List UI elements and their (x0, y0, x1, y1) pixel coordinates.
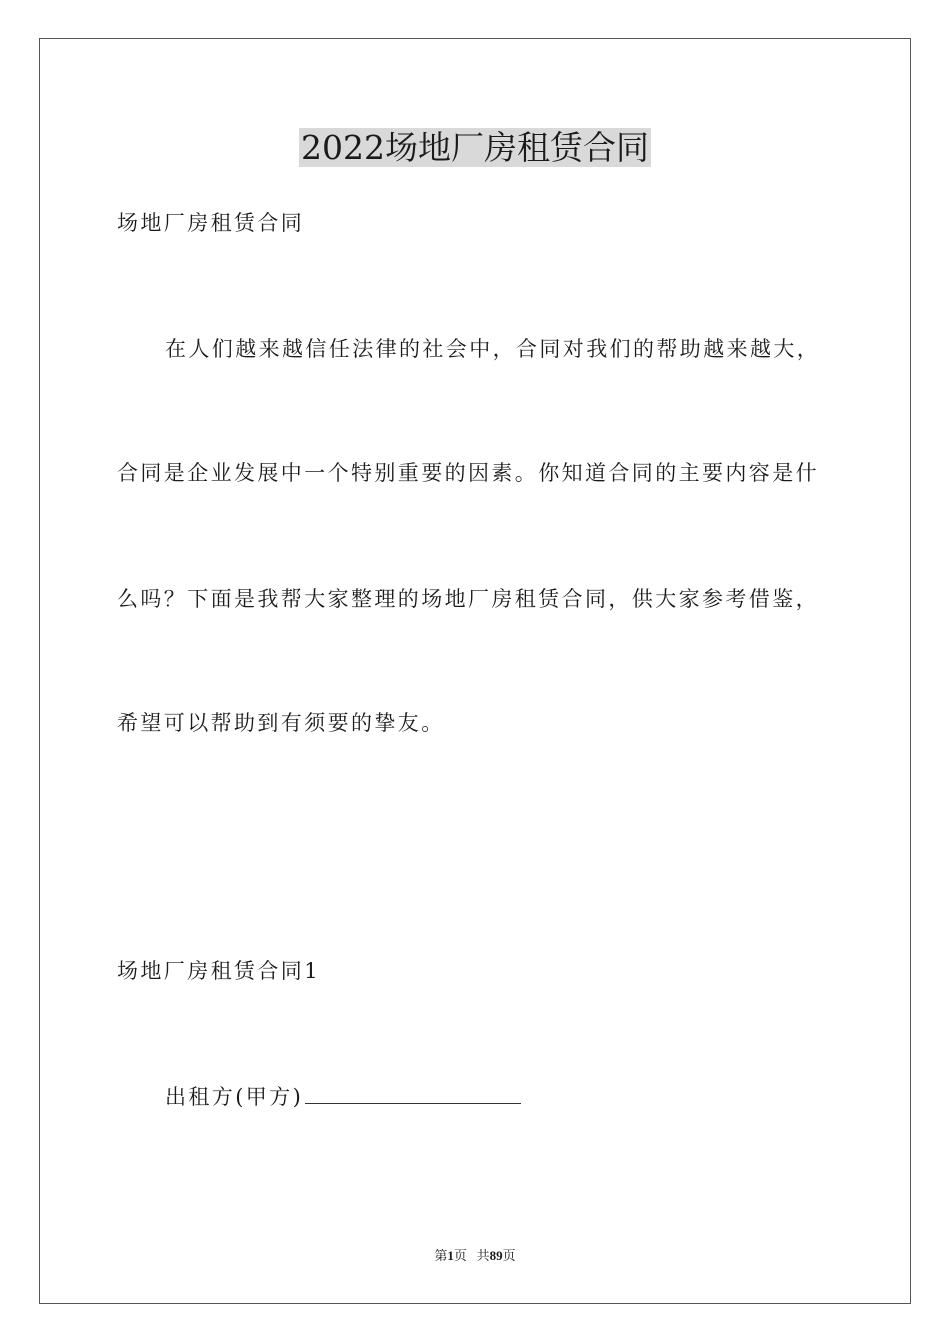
lessor-line (165, 1081, 521, 1112)
intro-line-3: 么吗？下面是我帮大家整理的场地厂房租赁合同，供大家参考借鉴， (117, 587, 819, 611)
section-heading: 场地厂房租赁合同1 (117, 959, 320, 983)
intro-line-1: 在人们越来越信任法律的社会中，合同对我们的帮助越来越大， (165, 337, 821, 361)
document-title (0, 124, 950, 172)
document-subtitle: 场地厂房租赁合同 (117, 211, 305, 235)
intro-line-4: 希望可以帮助到有须要的挚友。 (117, 711, 445, 735)
footer-page-suffix: 页 (453, 1248, 467, 1263)
document-title-text: 2022场地厂房租赁合同 (301, 128, 649, 167)
footer-total-suffix: 页 (502, 1248, 516, 1263)
intro-line-2: 合同是企业发展中一个特别重要的因素。你知道合同的主要内容是什 (117, 461, 819, 485)
footer-total-pages: 89 (489, 1248, 503, 1263)
lessor-fill-blank (305, 1081, 521, 1104)
footer-page-prefix: 第 (434, 1248, 448, 1263)
footer-total-prefix: 共 (476, 1248, 490, 1263)
lessor-label: 出租方(甲方) (165, 1085, 304, 1109)
page-footer (0, 1246, 950, 1266)
footer-page-number: 1 (447, 1248, 454, 1263)
